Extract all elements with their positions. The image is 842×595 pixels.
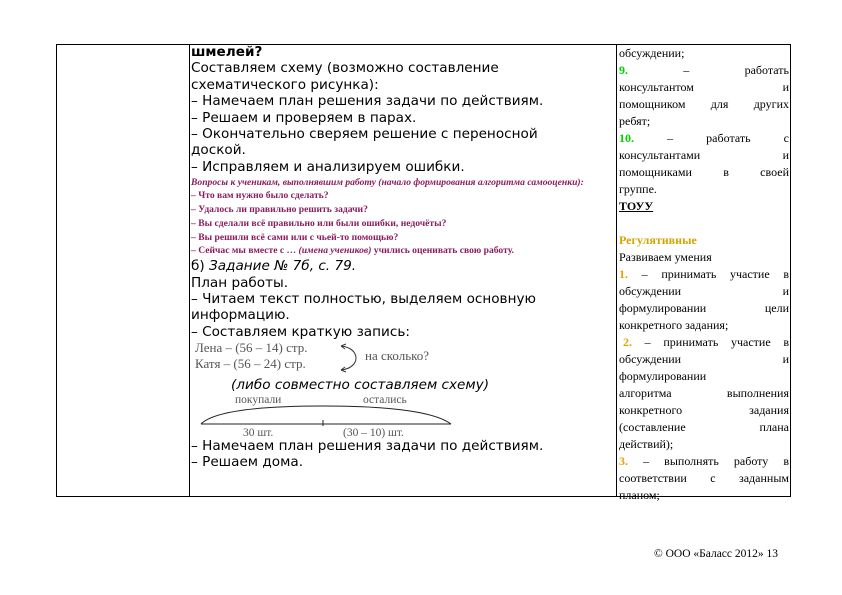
question-item: – Что вам нужно было сделать? — [191, 190, 329, 202]
text-line: – Решаем дома. — [191, 454, 304, 471]
scheme-value-30: 30 шт. — [243, 426, 274, 439]
equation-lena: Лена – (56 – 14) стр. — [195, 340, 308, 356]
skill-line: действий); — [619, 437, 674, 451]
q5-names: (имена учеников) — [298, 245, 372, 257]
skill-line: конкретного задания — [619, 403, 789, 417]
short-record — [191, 340, 616, 378]
skill-line: (составление плана — [619, 420, 789, 434]
skill-line — [619, 453, 789, 470]
text-line: шмелей? — [191, 44, 263, 60]
skill-text: – принимать участие в — [628, 267, 789, 281]
skill-line: алгоритма выполнения — [619, 386, 789, 400]
text-line: – Намечаем план решения задачи по действиям. — [191, 437, 544, 454]
how-much-label: на сколько? — [365, 348, 430, 364]
skill-line — [619, 62, 789, 79]
text-line: – Намечаем план решения задачи по действиям. — [191, 93, 544, 110]
scheme-value-30-10: (30 – 10) шт. — [343, 426, 404, 439]
activity-column — [191, 45, 616, 470]
lesson-table — [56, 44, 791, 502]
column-divider-1 — [189, 45, 190, 496]
skill-line — [619, 266, 789, 283]
task-title: Задание № 7б, с. 79. — [209, 258, 357, 275]
skills-column — [619, 45, 789, 504]
question-item: – Вы сделали всё правильно или были ошибки, недочёты? — [191, 217, 447, 229]
develop-label: Развиваем умения — [619, 250, 712, 264]
scheme-label-bought: покупали — [235, 393, 282, 406]
task-prefix: б) — [191, 258, 210, 275]
skill-line: обсуждении и — [619, 352, 789, 366]
regulative-title: Регулятивные — [619, 233, 697, 247]
skill-text: – принимать участие в — [632, 335, 789, 349]
equation-katya: Катя – (56 – 24) стр. — [195, 356, 306, 372]
column-divider-2 — [616, 45, 617, 496]
skill-line — [619, 130, 789, 147]
skill-line: помощниками в своей — [619, 165, 789, 179]
skill-number: 9. — [619, 63, 628, 77]
scheme-diagram — [191, 394, 616, 438]
questions-title: Вопросы к ученикам, выполнявшим работу (начало формирования алгоритма самооценки): — [191, 177, 584, 189]
scheme-label-left: остались — [363, 393, 407, 406]
skill-text: – работать с — [667, 131, 789, 145]
q5-part: – Сейчас мы вместе с … — [191, 245, 299, 257]
skill-line: помощником для других — [619, 97, 789, 111]
task-heading — [191, 258, 616, 274]
text-line: – Окончательно сверяем решение с переносной — [191, 126, 538, 143]
skill-number: 2. — [623, 335, 632, 349]
text-line: информацию. — [191, 307, 290, 324]
text-line: – Исправляем и анализируем ошибки. — [191, 158, 465, 175]
q5-part: учились оценивать свою работу. — [371, 245, 514, 257]
skill-line — [619, 334, 789, 351]
skill-text: – выполнять работу в — [628, 454, 789, 468]
spacer — [619, 215, 789, 232]
skill-line: формулировании — [619, 369, 707, 383]
toyu-label: ТОУУ — [619, 199, 654, 213]
skill-line: ребят; — [619, 114, 651, 128]
skill-line: обсуждении; — [619, 46, 685, 60]
alt-scheme-note: (либо совместно составляем схему) — [231, 377, 490, 394]
text-line: План работы. — [191, 274, 289, 291]
page-footer: © ООО «Баласс 2012» 13 — [654, 548, 779, 560]
skill-number: 1. — [619, 267, 628, 281]
skill-line: группе. — [619, 182, 657, 196]
skill-line: консультантом и — [619, 80, 789, 94]
text-line: схематического рисунка): — [191, 76, 379, 93]
skill-number: 3. — [619, 454, 628, 468]
skill-line: консультантами и — [619, 148, 789, 162]
skill-line: конкретного задания; — [619, 318, 729, 332]
skill-line: обсуждении и — [619, 284, 789, 298]
text-line: доской. — [191, 142, 246, 159]
text-line: – Читаем текст полностью, выделяем основную — [191, 291, 536, 308]
text-line: Составляем схему (возможно составление — [191, 60, 499, 77]
text-line: – Решаем и проверяем в парах. — [191, 109, 417, 126]
skill-number: 10. — [619, 131, 634, 145]
skill-line: планом; — [619, 488, 660, 502]
skill-text: – работать — [683, 63, 789, 77]
text-line: – Составляем краткую запись: — [191, 323, 410, 340]
skill-line: формулировании цели — [619, 301, 789, 315]
question-item — [191, 244, 616, 258]
skill-line: соответствии с заданным — [619, 471, 789, 485]
question-item: – Вы решили всё сами или с чьей-то помощью? — [191, 231, 399, 243]
question-item: – Удалось ли правильно решить задачи? — [191, 204, 368, 216]
